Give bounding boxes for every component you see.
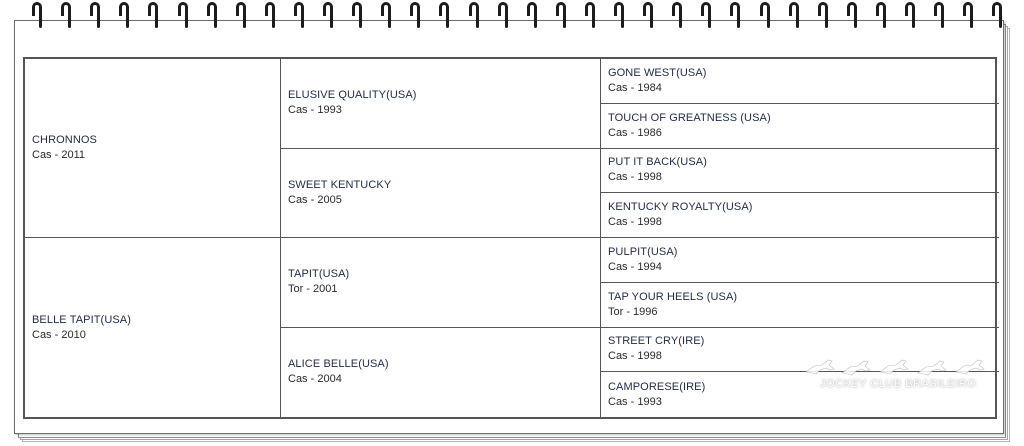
pedigree-grandparent[interactable] (281, 149, 601, 239)
spiral-ring-icon (585, 2, 597, 28)
spiral-ring-icon (818, 2, 830, 28)
pedigree-great-grandparent[interactable] (601, 283, 999, 328)
horse-info: Tor - 1996 (608, 305, 658, 318)
spiral-ring-icon (643, 2, 655, 28)
horse-name: STREET CRY(IRE) (608, 335, 705, 348)
spiral-ring-icon (352, 2, 364, 28)
spiral-ring-icon (294, 2, 306, 28)
spiral-ring-icon (992, 2, 1004, 28)
pedigree-great-grandparent[interactable] (601, 238, 999, 283)
horse-name: PULPIT(USA) (608, 245, 678, 258)
spiral-ring-icon (701, 2, 713, 28)
horse-info: Cas - 1986 (608, 126, 662, 139)
pedigree-great-grandparent[interactable] (601, 193, 999, 238)
spiral-ring-icon (61, 2, 73, 28)
spiral-ring-icon (148, 2, 160, 28)
horse-name: ALICE BELLE(USA) (288, 358, 389, 371)
horse-name: ELUSIVE QUALITY(USA) (288, 89, 417, 102)
horse-name: PUT IT BACK(USA) (608, 156, 707, 169)
spiral-ring-icon (789, 2, 801, 28)
spiral-ring-icon (32, 2, 44, 28)
spiral-ring-icon (847, 2, 859, 28)
spiral-ring-icon (905, 2, 917, 28)
horse-info: Cas - 1998 (608, 216, 662, 229)
horse-name: CAMPORESE(IRE) (608, 380, 706, 393)
spiral-ring-icon (934, 2, 946, 28)
spiral-ring-icon (439, 2, 451, 28)
horse-info: Cas - 1998 (608, 171, 662, 184)
horse-info: Cas - 1994 (608, 260, 662, 273)
horse-info: Cas - 1993 (288, 104, 342, 117)
horse-info: Cas - 2011 (32, 149, 85, 161)
horse-name: TAPIT(USA) (288, 268, 350, 281)
horse-info: Cas - 1998 (608, 350, 662, 363)
spiral-ring-icon (236, 2, 248, 28)
spiral-ring-icon (614, 2, 626, 28)
pedigree-grandparent[interactable] (281, 328, 601, 418)
horse-name: SWEET KENTUCKY (288, 178, 392, 191)
pedigree-great-grandparent[interactable] (601, 104, 999, 149)
pedigree-sire[interactable] (25, 59, 281, 238)
spiral-ring-icon (730, 2, 742, 28)
horse-info: Cas - 2010 (32, 328, 86, 341)
pedigree-great-grandparent[interactable] (601, 59, 999, 104)
horse-name: CHRONNOS (32, 134, 97, 146)
pedigree-dam[interactable] (25, 238, 281, 417)
spiral-ring-icon (90, 2, 102, 28)
spiral-ring-icon (323, 2, 335, 28)
pedigree-grandparent[interactable] (281, 238, 601, 328)
horse-info: Cas - 1984 (608, 81, 662, 94)
pedigree-great-grandparent[interactable] (601, 149, 999, 194)
spiral-binding (0, 0, 1024, 30)
horse-name: KENTUCKY ROYALTY(USA) (608, 201, 753, 214)
spiral-ring-icon (498, 2, 510, 28)
spiral-ring-icon (760, 2, 772, 28)
spiral-ring-icon (527, 2, 539, 28)
pedigree-grandparent[interactable] (281, 59, 601, 149)
spiral-ring-icon (556, 2, 568, 28)
spiral-ring-icon (207, 2, 219, 28)
spiral-ring-icon (469, 2, 481, 28)
watermark-text: JOCKEY CLUB BRASILEIRO (820, 378, 977, 390)
horse-name: TAP YOUR HEELS (USA) (608, 290, 738, 303)
spiral-ring-icon (672, 2, 684, 28)
jockey-club-watermark (802, 352, 992, 394)
racehorse-silhouettes-icon (802, 352, 992, 380)
horse-info: Tor - 2001 (288, 283, 338, 296)
horse-info: Cas - 2005 (288, 193, 342, 206)
spiral-ring-icon (410, 2, 422, 28)
spiral-ring-icon (178, 2, 190, 28)
horse-name: GONE WEST(USA) (608, 66, 707, 79)
horse-info: Cas - 2004 (288, 373, 342, 386)
spiral-ring-icon (381, 2, 393, 28)
spiral-ring-icon (265, 2, 277, 28)
horse-name: TOUCH OF GREATNESS (USA) (608, 111, 771, 124)
spiral-ring-icon (963, 2, 975, 28)
spiral-ring-icon (119, 2, 131, 28)
spiral-ring-icon (876, 2, 888, 28)
horse-info: Cas - 1993 (608, 395, 662, 408)
horse-name: BELLE TAPIT(USA) (32, 313, 131, 326)
